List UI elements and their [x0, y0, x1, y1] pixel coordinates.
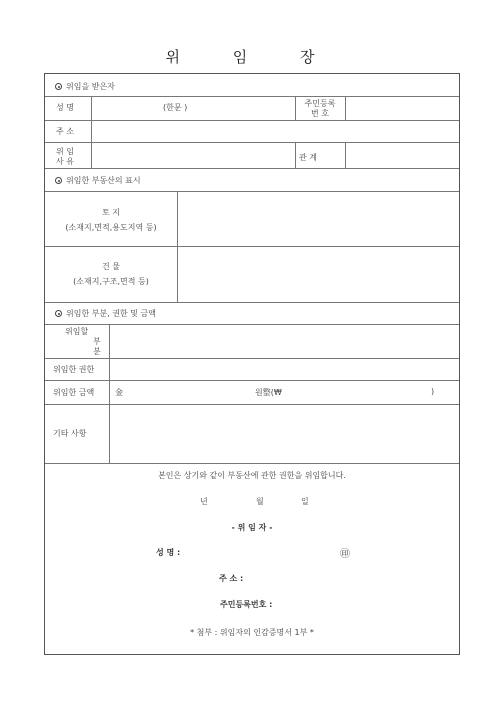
name-label: 성 명: [56, 103, 74, 112]
seal-mark: ㊞: [340, 549, 350, 560]
section-property-heading: [55, 175, 141, 186]
part-label-3: 분: [93, 347, 101, 356]
part-label-2: 부: [93, 337, 101, 346]
bullet-icon: [55, 310, 62, 317]
part-label-1: 위임할: [65, 327, 89, 336]
date-year-label: 년: [200, 497, 208, 506]
divider: [45, 246, 459, 247]
bullet-icon: [55, 83, 62, 90]
amount-label: 위임한 금액: [53, 388, 95, 397]
land-label: 토 지: [102, 208, 120, 217]
reason-label-1: 위 임: [56, 147, 74, 156]
grantor-resident-no-label: 주민등록번호 :: [220, 600, 273, 609]
hanmun-label: (한문 ): [163, 103, 188, 112]
grantor-heading: - 위 임 자 -: [231, 523, 273, 532]
divider: [45, 358, 459, 359]
bullet-icon: [55, 177, 62, 184]
relation-label: 관 계: [299, 153, 317, 162]
grantor-name-label: 성 명 :: [156, 548, 181, 557]
divider: [45, 380, 459, 381]
other-label: 기타 사항: [53, 429, 87, 438]
amount-won: 원整(₩: [255, 388, 282, 397]
section-scope-label: 위임한 부분, 권한 및 금액: [66, 309, 156, 318]
address-label: 주 소: [56, 127, 74, 136]
land-sub-label: (소재지,면적,용도지역 등): [65, 223, 157, 232]
section-scope-heading: [55, 308, 156, 319]
attachment-note: * 첨부 : 위임자의 인감증명서 1부 *: [190, 628, 314, 637]
date-month-label: 월: [256, 497, 264, 506]
divider: [45, 120, 459, 121]
form-frame: [44, 73, 460, 655]
divider: [345, 96, 346, 120]
date-day-label: 일: [301, 497, 309, 506]
divider: [45, 168, 459, 169]
divider: [45, 191, 459, 192]
divider: [45, 96, 459, 97]
divider: [45, 302, 459, 303]
amount-close: ): [431, 387, 435, 396]
authority-label: 위임한 권한: [53, 365, 95, 374]
divider: [91, 96, 92, 168]
divider: [177, 191, 178, 302]
grantor-address-label: 주 소 :: [219, 574, 244, 583]
section-property-label: 위임한 부동산의 표시: [66, 176, 141, 185]
section-grantee-label: 위임을 받은자: [66, 82, 115, 91]
divider: [295, 96, 296, 120]
amount-prefix: 金: [115, 388, 123, 397]
resident-no-label-2: 번 호: [311, 109, 329, 118]
resident-no-label-1: 주민등록: [304, 99, 336, 108]
divider: [45, 324, 459, 325]
section-grantee-heading: [55, 81, 115, 92]
divider: [109, 324, 110, 463]
building-label: 건 물: [102, 262, 120, 271]
divider: [345, 142, 346, 168]
reason-label-2: 사 유: [56, 157, 74, 166]
divider: [295, 142, 296, 168]
declaration-statement: 본인은 상기와 같이 부동산에 관한 권한을 위임합니다.: [158, 471, 346, 480]
document-title: 위 임 장: [165, 48, 339, 66]
building-sub-label: (소재지,구조,면적 등): [73, 277, 149, 286]
divider: [45, 463, 459, 464]
divider: [45, 404, 459, 405]
divider: [45, 142, 459, 143]
